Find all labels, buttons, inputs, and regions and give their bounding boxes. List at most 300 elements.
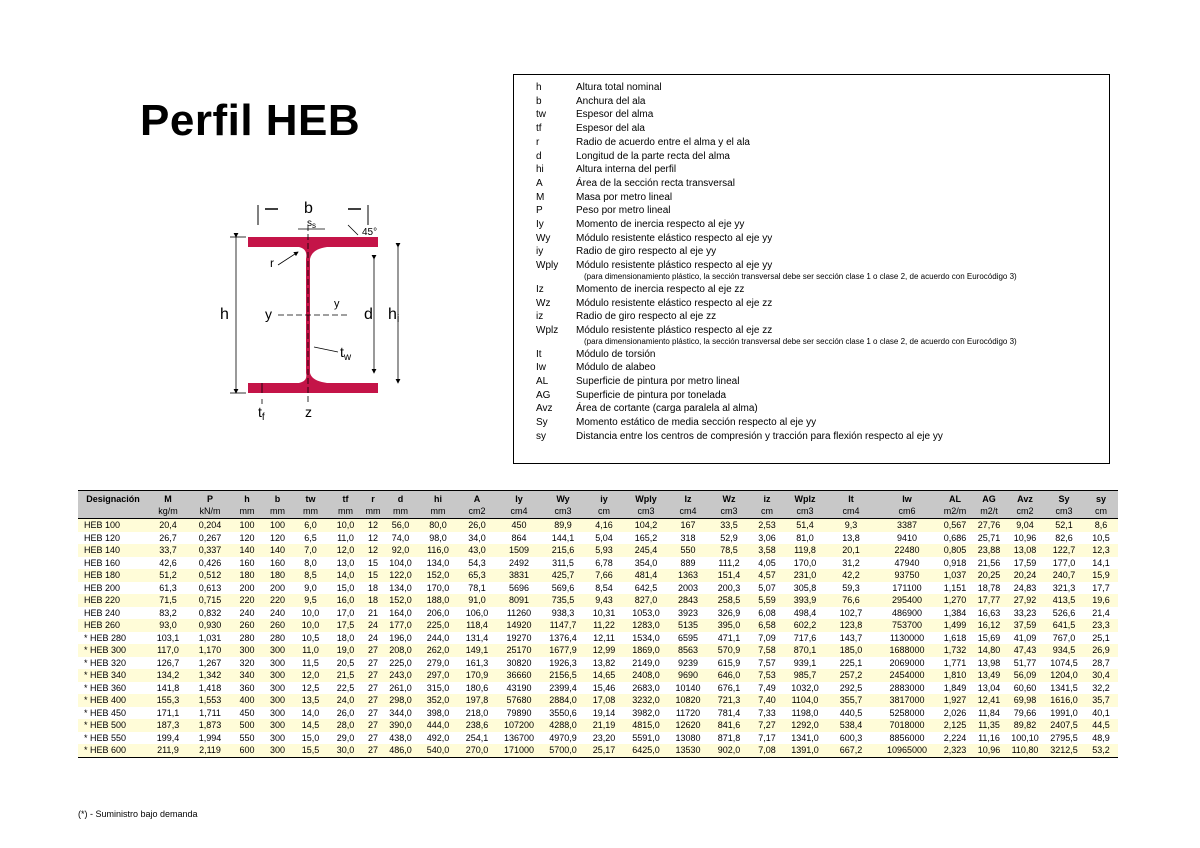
- table-cell: 27: [363, 682, 383, 695]
- table-cell: 3831: [496, 569, 542, 582]
- table-cell: 26,9: [1084, 644, 1118, 657]
- table-cell: 208,0: [383, 644, 418, 657]
- table-cell: 7,0: [293, 544, 328, 557]
- table-cell: 500: [232, 719, 262, 732]
- table-row: [78, 582, 1118, 595]
- table-unit-row: [78, 505, 1118, 519]
- table-cell: 10,31: [584, 607, 624, 620]
- column-unit: kN/m: [188, 505, 232, 519]
- table-cell: 106,0: [458, 607, 496, 620]
- legend-row: [536, 191, 1101, 205]
- legend-description: Módulo resistente plástico respecto al eje yy: [576, 260, 773, 272]
- table-cell: 6,08: [750, 607, 784, 620]
- table-body: [78, 519, 1118, 758]
- table-cell: 15: [363, 569, 383, 582]
- table-cell: 30,0: [328, 744, 363, 757]
- table-row: [78, 557, 1118, 570]
- table-cell: 131,4: [458, 632, 496, 645]
- table-cell: 1,418: [188, 682, 232, 695]
- table-cell: 143,7: [826, 632, 876, 645]
- table-cell: 69,98: [1006, 694, 1044, 707]
- column-unit: [78, 505, 148, 519]
- profile-designation: * HEB 320: [78, 657, 148, 670]
- legend-row: [536, 108, 1101, 122]
- table-cell: 320: [232, 657, 262, 670]
- heb-properties-table: [78, 490, 1118, 758]
- table-cell: 4,57: [750, 569, 784, 582]
- table-row: [78, 694, 1118, 707]
- table-cell: 196,0: [383, 632, 418, 645]
- table-cell: 17,08: [584, 694, 624, 707]
- table-cell: 47940: [876, 557, 938, 570]
- table-cell: 7,58: [750, 644, 784, 657]
- table-cell: 200: [262, 582, 293, 595]
- table-cell: 3232,0: [624, 694, 668, 707]
- table-cell: 37,59: [1006, 619, 1044, 632]
- table-cell: 27: [363, 644, 383, 657]
- table-cell: 24,83: [1006, 582, 1044, 595]
- table-cell: 1363: [668, 569, 708, 582]
- legend-description: Módulo resistente elástico respecto al eje zz: [576, 297, 773, 309]
- column-header: d: [383, 491, 418, 506]
- legend-symbol: b: [536, 95, 542, 107]
- profile-designation: HEB 260: [78, 619, 148, 632]
- column-header: b: [262, 491, 293, 506]
- table-cell: 47,43: [1006, 644, 1044, 657]
- table-cell: 0,267: [188, 532, 232, 545]
- legend-row: [536, 402, 1101, 416]
- table-cell: 123,8: [826, 619, 876, 632]
- h-label: h: [220, 306, 229, 323]
- table-cell: 35,7: [1084, 694, 1118, 707]
- column-unit: cm4: [496, 505, 542, 519]
- table-cell: 27,92: [1006, 594, 1044, 607]
- profile-designation: * HEB 340: [78, 669, 148, 682]
- legend-symbol: d: [536, 150, 542, 162]
- table-cell: 9690: [668, 669, 708, 682]
- table-cell: 41,09: [1006, 632, 1044, 645]
- table-cell: 300: [262, 694, 293, 707]
- table-cell: 641,5: [1044, 619, 1084, 632]
- table-cell: 17,5: [328, 619, 363, 632]
- table-cell: 721,3: [708, 694, 750, 707]
- table-cell: 8,54: [584, 582, 624, 595]
- profile-designation: HEB 140: [78, 544, 148, 557]
- legend-symbol: Iz: [536, 283, 544, 295]
- table-cell: 33,7: [148, 544, 188, 557]
- table-cell: 1,873: [188, 719, 232, 732]
- table-cell: 450: [232, 707, 262, 720]
- table-cell: 0,832: [188, 607, 232, 620]
- table-cell: 120: [262, 532, 293, 545]
- table-cell: 642,5: [624, 582, 668, 595]
- table-cell: 15,0: [293, 732, 328, 745]
- legend-symbol: Wply: [536, 260, 559, 272]
- column-header: P: [188, 491, 232, 506]
- table-cell: 871,8: [708, 732, 750, 745]
- table-cell: 667,2: [826, 744, 876, 757]
- table-cell: 2,323: [938, 744, 972, 757]
- table-cell: 7,17: [750, 732, 784, 745]
- table-cell: 300: [262, 669, 293, 682]
- table-cell: 11,22: [584, 619, 624, 632]
- table-cell: 9,43: [584, 594, 624, 607]
- table-cell: 28,7: [1084, 657, 1118, 670]
- table-cell: 0,426: [188, 557, 232, 570]
- column-unit: cm3: [624, 505, 668, 519]
- table-cell: 100: [232, 519, 262, 532]
- table-cell: 7018000: [876, 719, 938, 732]
- legend-symbol: hi: [536, 164, 544, 176]
- heb-section-diagram: [210, 195, 420, 425]
- table-cell: 1,031: [188, 632, 232, 645]
- table-cell: 215,6: [542, 544, 584, 557]
- table-cell: 120: [232, 532, 262, 545]
- table-cell: 615,9: [708, 657, 750, 670]
- table-cell: 4,05: [750, 557, 784, 570]
- symbol-legend: [513, 74, 1110, 464]
- table-cell: 354,0: [624, 557, 668, 570]
- legend-description: Distancia entre los centros de compresión y tracción para flexión respecto al eje yy: [576, 430, 943, 442]
- table-cell: 185,0: [826, 644, 876, 657]
- table-cell: 91,0: [458, 594, 496, 607]
- table-cell: 1391,0: [784, 744, 826, 757]
- table-cell: 170,0: [784, 557, 826, 570]
- table-cell: 5135: [668, 619, 708, 632]
- table-cell: 30820: [496, 657, 542, 670]
- column-header: Sy: [1044, 491, 1084, 506]
- table-cell: 0,337: [188, 544, 232, 557]
- table-cell: 220: [232, 594, 262, 607]
- legend-symbol: Wy: [536, 232, 551, 244]
- table-cell: 155,3: [148, 694, 188, 707]
- table-cell: 5696: [496, 582, 542, 595]
- table-cell: 2,125: [938, 719, 972, 732]
- table-cell: 116,0: [418, 544, 458, 557]
- table-cell: 20,24: [1006, 569, 1044, 582]
- table-cell: 1,711: [188, 707, 232, 720]
- table-cell: 300: [262, 719, 293, 732]
- table-cell: 119,8: [784, 544, 826, 557]
- table-cell: 27: [363, 657, 383, 670]
- column-header: AG: [972, 491, 1006, 506]
- table-cell: 240: [232, 607, 262, 620]
- table-header-row: [78, 491, 1118, 506]
- table-cell: 32,2: [1084, 682, 1118, 695]
- table-row: [78, 544, 1118, 557]
- legend-row: [536, 95, 1101, 109]
- legend-row: [536, 361, 1101, 375]
- legend-note: (para dimensionamiento plástico, la sección transversal debe ser sección clase 1 o clase 2, de acuerdo con Eurocódigo 3): [584, 271, 1017, 281]
- table-cell: 1,342: [188, 669, 232, 682]
- table-cell: 59,3: [826, 582, 876, 595]
- table-cell: 118,4: [458, 619, 496, 632]
- table-cell: 2069000: [876, 657, 938, 670]
- table-cell: 51,2: [148, 569, 188, 582]
- table-cell: 152,0: [383, 594, 418, 607]
- table-cell: 20,25: [972, 569, 1006, 582]
- table-cell: 7,49: [750, 682, 784, 695]
- table-cell: 781,4: [708, 707, 750, 720]
- table-cell: 26,7: [148, 532, 188, 545]
- table-cell: 24: [363, 619, 383, 632]
- column-unit: mm: [418, 505, 458, 519]
- table-cell: 111,2: [708, 557, 750, 570]
- table-cell: 827,0: [624, 594, 668, 607]
- table-row: [78, 619, 1118, 632]
- y-right-label: y: [334, 298, 340, 310]
- table-cell: 1,994: [188, 732, 232, 745]
- table-cell: 11,35: [972, 719, 1006, 732]
- table-cell: 78,1: [458, 582, 496, 595]
- table-cell: 14,0: [293, 707, 328, 720]
- legend-row: [536, 310, 1101, 324]
- column-header: A: [458, 491, 496, 506]
- legend-row: [536, 430, 1101, 444]
- column-header: M: [148, 491, 188, 506]
- profile-designation: * HEB 400: [78, 694, 148, 707]
- legend-row: [536, 375, 1101, 389]
- table-cell: 279,0: [418, 657, 458, 670]
- table-cell: 260: [262, 619, 293, 632]
- table-cell: 1198,0: [784, 707, 826, 720]
- column-unit: m2/t: [972, 505, 1006, 519]
- legend-description: Módulo resistente plástico respecto al eje zz: [576, 324, 773, 336]
- table-cell: 540,0: [418, 744, 458, 757]
- table-cell: 2683,0: [624, 682, 668, 695]
- table-cell: 18,0: [328, 632, 363, 645]
- table-cell: 360: [232, 682, 262, 695]
- table-cell: 11,84: [972, 707, 1006, 720]
- table-cell: 14,5: [293, 719, 328, 732]
- legend-symbol: iy: [536, 246, 544, 258]
- table-cell: 79890: [496, 707, 542, 720]
- table-cell: 13080: [668, 732, 708, 745]
- table-cell: 206,0: [418, 607, 458, 620]
- table-cell: 258,5: [708, 594, 750, 607]
- table-cell: 170,9: [458, 669, 496, 682]
- table-cell: 280: [262, 632, 293, 645]
- column-unit: cm4: [668, 505, 708, 519]
- legend-row: [536, 259, 1101, 273]
- table-cell: 1,849: [938, 682, 972, 695]
- table-cell: 1509: [496, 544, 542, 557]
- table-cell: 10,96: [1006, 532, 1044, 545]
- table-row: [78, 669, 1118, 682]
- table-cell: 16,12: [972, 619, 1006, 632]
- table-cell: 9,04: [1006, 519, 1044, 532]
- y-left-label: y: [265, 306, 272, 322]
- table-cell: 646,0: [708, 669, 750, 682]
- table-cell: 140: [262, 544, 293, 557]
- table-row: [78, 744, 1118, 757]
- table-cell: 80,0: [418, 519, 458, 532]
- table-cell: 7,27: [750, 719, 784, 732]
- table-cell: 1,618: [938, 632, 972, 645]
- table-cell: 3923: [668, 607, 708, 620]
- table-cell: 104,0: [383, 557, 418, 570]
- table-cell: 390,0: [383, 719, 418, 732]
- profile-designation: * HEB 280: [78, 632, 148, 645]
- column-header: tf: [328, 491, 363, 506]
- table-cell: 27: [363, 732, 383, 745]
- table-cell: 300: [232, 644, 262, 657]
- table-cell: 30,4: [1084, 669, 1118, 682]
- table-cell: 2408,0: [624, 669, 668, 682]
- table-cell: 17,0: [328, 607, 363, 620]
- table-cell: 102,7: [826, 607, 876, 620]
- table-cell: 126,7: [148, 657, 188, 670]
- table-cell: 100: [262, 519, 293, 532]
- table-cell: 27: [363, 694, 383, 707]
- table-cell: 22,5: [328, 682, 363, 695]
- legend-symbol: iz: [536, 311, 544, 323]
- table-cell: 160: [232, 557, 262, 570]
- table-cell: 14920: [496, 619, 542, 632]
- profile-designation: HEB 240: [78, 607, 148, 620]
- table-cell: 717,6: [784, 632, 826, 645]
- table-cell: 19270: [496, 632, 542, 645]
- table-cell: 5258000: [876, 707, 938, 720]
- table-cell: 0,805: [938, 544, 972, 557]
- table-cell: 171000: [496, 744, 542, 757]
- table-cell: 767,0: [1044, 632, 1084, 645]
- table-cell: 3817000: [876, 694, 938, 707]
- table-cell: 735,5: [542, 594, 584, 607]
- table-cell: 0,567: [938, 519, 972, 532]
- table-cell: 36660: [496, 669, 542, 682]
- table-cell: 31,2: [826, 557, 876, 570]
- table-cell: 27: [363, 669, 383, 682]
- profile-designation: * HEB 450: [78, 707, 148, 720]
- table-cell: 1341,0: [784, 732, 826, 745]
- table-cell: 13,08: [1006, 544, 1044, 557]
- table-cell: 151,4: [708, 569, 750, 582]
- table-cell: 1283,0: [624, 619, 668, 632]
- legend-description: Área de cortante (carga paralela al alma): [576, 403, 758, 415]
- table-cell: 19,6: [1084, 594, 1118, 607]
- column-unit: kg/m: [148, 505, 188, 519]
- table-cell: 103,1: [148, 632, 188, 645]
- table-cell: 98,0: [418, 532, 458, 545]
- legend-description: Anchura del ala: [576, 95, 646, 107]
- column-header: iz: [750, 491, 784, 506]
- table-cell: 425,7: [542, 569, 584, 582]
- table-cell: 34,0: [458, 532, 496, 545]
- table-cell: 939,1: [784, 657, 826, 670]
- table-cell: 117,0: [148, 644, 188, 657]
- table-cell: 300: [262, 644, 293, 657]
- table-cell: 10,96: [972, 744, 1006, 757]
- legend-row: [536, 136, 1101, 150]
- table-cell: 89,82: [1006, 719, 1044, 732]
- table-cell: 481,4: [624, 569, 668, 582]
- table-cell: 270,0: [458, 744, 496, 757]
- table-cell: 18,78: [972, 582, 1006, 595]
- table-cell: 14,1: [1084, 557, 1118, 570]
- r-label: r: [270, 256, 274, 270]
- table-cell: 6,0: [293, 519, 328, 532]
- table-cell: 218,0: [458, 707, 496, 720]
- table-cell: 0,613: [188, 582, 232, 595]
- z-bottom-label: z: [305, 404, 312, 420]
- table-cell: 43,0: [458, 544, 496, 557]
- column-header: h: [232, 491, 262, 506]
- table-cell: 1,037: [938, 569, 972, 582]
- column-unit: cm2: [458, 505, 496, 519]
- table-cell: 25,17: [584, 744, 624, 757]
- legend-description: Momento estático de media sección respecto al eje yy: [576, 417, 817, 429]
- table-cell: 60,60: [1006, 682, 1044, 695]
- legend-symbol: Avz: [536, 403, 553, 415]
- table-cell: 352,0: [418, 694, 458, 707]
- legend-description: Longitud de la parte recta del alma: [576, 150, 730, 162]
- table-cell: 300: [262, 657, 293, 670]
- table-cell: 21: [363, 607, 383, 620]
- table-cell: 21,56: [972, 557, 1006, 570]
- table-cell: 9,5: [293, 594, 328, 607]
- table-cell: 13,04: [972, 682, 1006, 695]
- table-cell: 23,3: [1084, 619, 1118, 632]
- table-cell: 4,16: [584, 519, 624, 532]
- column-unit: mm: [328, 505, 363, 519]
- table-cell: 280: [232, 632, 262, 645]
- table-cell: 11,16: [972, 732, 1006, 745]
- table-cell: 110,80: [1006, 744, 1044, 757]
- table-cell: 240,7: [1044, 569, 1084, 582]
- table-cell: 1,810: [938, 669, 972, 682]
- table-cell: 0,686: [938, 532, 972, 545]
- table-cell: 753700: [876, 619, 938, 632]
- table-cell: 4815,0: [624, 719, 668, 732]
- table-cell: 13,0: [328, 557, 363, 570]
- column-header: Designación: [78, 491, 148, 506]
- table-cell: 122,0: [383, 569, 418, 582]
- table-cell: 12,0: [328, 544, 363, 557]
- table-cell: 2,53: [750, 519, 784, 532]
- table-cell: 23,88: [972, 544, 1006, 557]
- table-cell: 1341,5: [1044, 682, 1084, 695]
- table-cell: 355,7: [826, 694, 876, 707]
- table-cell: 15,46: [584, 682, 624, 695]
- table-cell: 26,0: [458, 519, 496, 532]
- table-cell: 21,5: [328, 669, 363, 682]
- table-cell: 902,0: [708, 744, 750, 757]
- table-cell: 134,2: [148, 669, 188, 682]
- column-header: iy: [584, 491, 624, 506]
- table-cell: 83,2: [148, 607, 188, 620]
- table-cell: 444,0: [418, 719, 458, 732]
- table-cell: 0,930: [188, 619, 232, 632]
- column-header: Iy: [496, 491, 542, 506]
- table-cell: 550: [232, 732, 262, 745]
- column-unit: cm2: [1006, 505, 1044, 519]
- tf-label: $t_f$: [258, 404, 265, 423]
- table-cell: 54,3: [458, 557, 496, 570]
- tw-label: $t_w$: [340, 344, 352, 363]
- table-cell: 18: [363, 582, 383, 595]
- table-cell: 1,499: [938, 619, 972, 632]
- column-header: Wy: [542, 491, 584, 506]
- table-cell: 44,5: [1084, 719, 1118, 732]
- profile-designation: HEB 180: [78, 569, 148, 582]
- table-cell: 21,4: [1084, 607, 1118, 620]
- table-cell: 33,5: [708, 519, 750, 532]
- legend-description: Radio de acuerdo entre el alma y el ala: [576, 136, 750, 148]
- table-cell: 12,99: [584, 644, 624, 657]
- table-cell: 486,0: [383, 744, 418, 757]
- table-cell: 1032,0: [784, 682, 826, 695]
